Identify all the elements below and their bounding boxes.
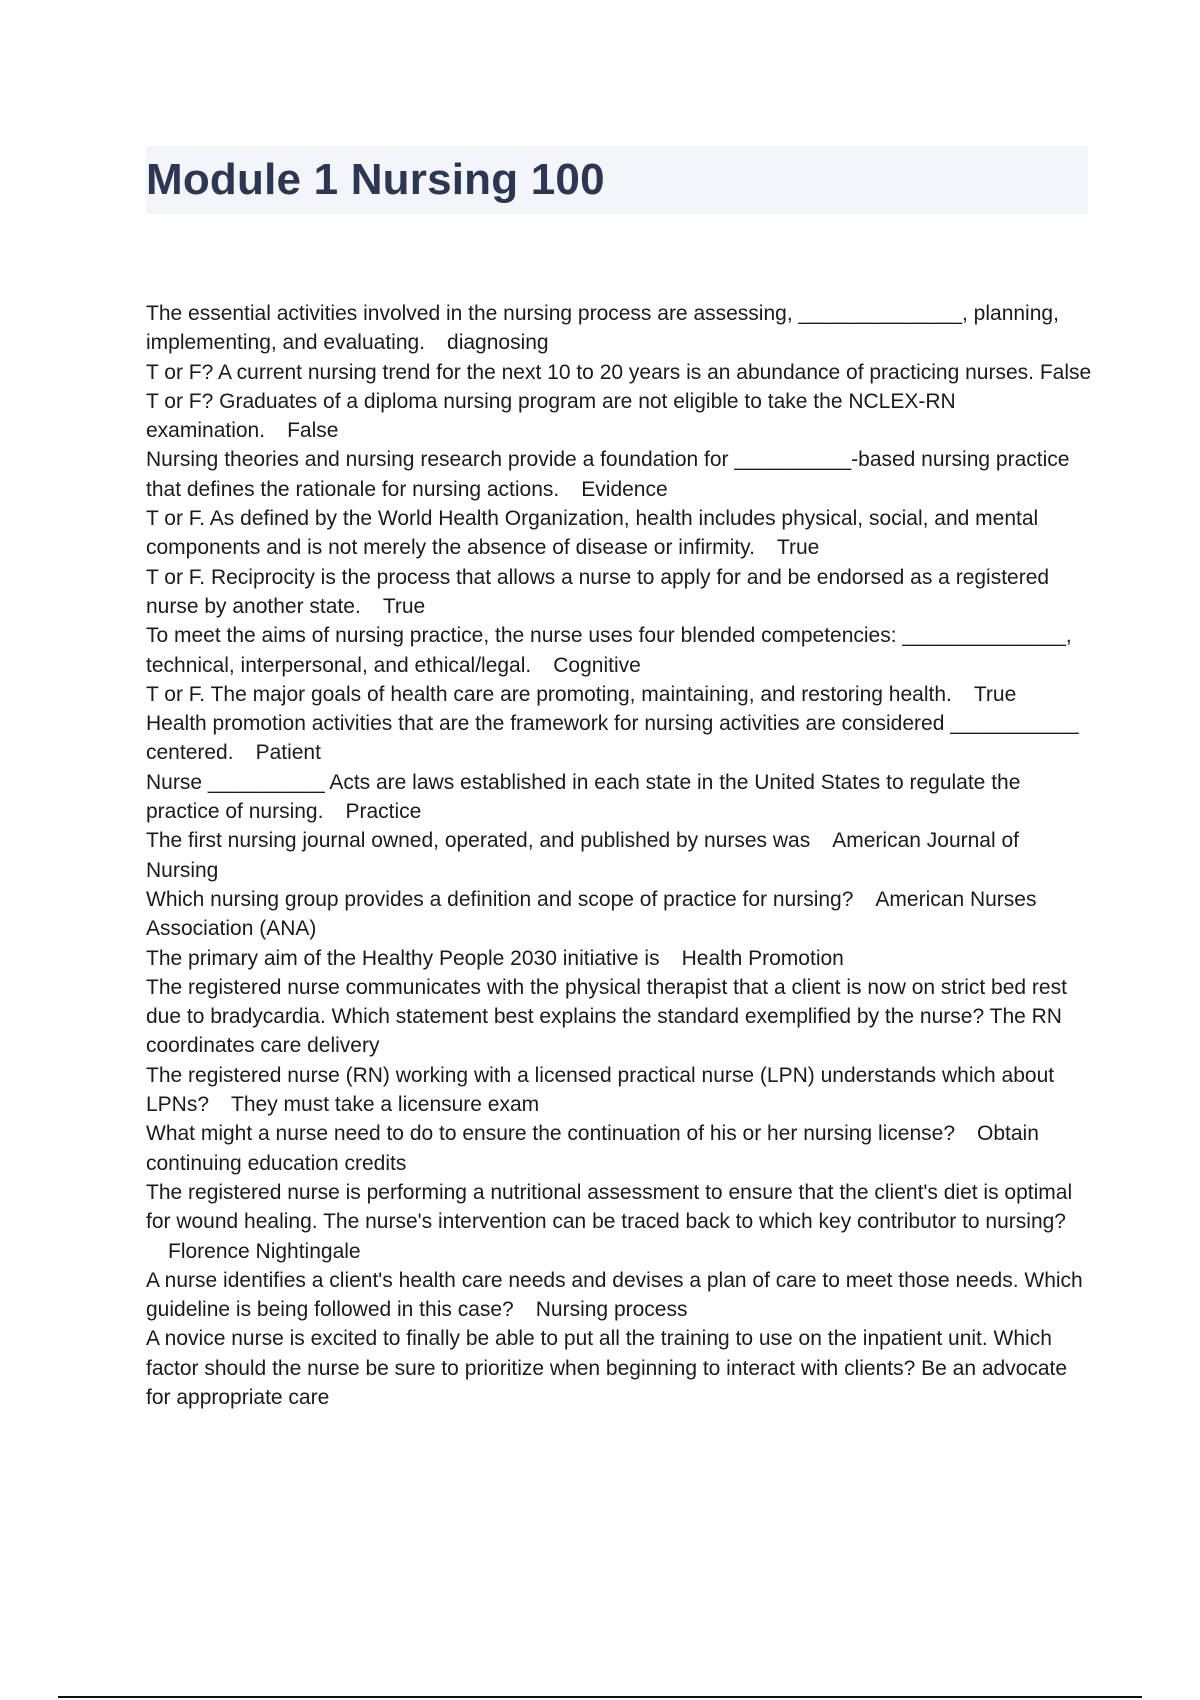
answer-text: Patient — [255, 741, 321, 765]
question-text: A novice nurse is excited to finally be able to put all the training to use on the inpatient unit. Which factor should the nurse be sure to prioritize when beginning to interact with clients? — [146, 1327, 1052, 1380]
answer-text: Cognitive — [553, 653, 641, 677]
question-text: The primary aim of the Healthy People 2030 initiative is — [146, 946, 660, 970]
answer-text: Evidence — [581, 477, 668, 501]
answer-text: Florence Nightingale — [168, 1239, 361, 1263]
answer-text: They must take a licensure exam — [231, 1093, 540, 1117]
answer-text: Be an advocate for appropriate care — [146, 1356, 1068, 1409]
qa-item — [146, 1324, 1096, 1412]
answer-text: Practice — [345, 800, 422, 824]
question-text: The registered nurse communicates with the physical therapist that a client is now on strict bed rest due to bradycardia. Which statement best explains the standard exemplified by the nurse? — [146, 975, 1067, 1029]
qa-item — [146, 1178, 1096, 1266]
answer-text: Nursing process — [535, 1298, 688, 1322]
question-text: What might a nurse need to do to ensure the continuation of his or her nursing license? — [146, 1122, 955, 1146]
qa-item — [146, 504, 1096, 563]
answer-text: False — [1039, 360, 1092, 384]
question-text: T or F? Graduates of a diploma nursing program are not eligible to take the NCLEX-RN examination. — [146, 389, 956, 443]
answer-text: False — [287, 419, 339, 443]
answer-text: diagnosing — [447, 331, 549, 355]
question-text: A nurse identifies a client's health care needs and devises a plan of care to meet those needs. Which guideline is being followed in this case? — [146, 1268, 1083, 1322]
qa-item — [146, 1119, 1096, 1178]
qa-list — [146, 299, 1096, 1412]
answer-text: True — [776, 536, 820, 560]
question-text: The registered nurse (RN) working with a licensed practical nurse (LPN) understands which about LPNs? — [146, 1063, 1055, 1117]
answer-text: American Journal of Nursing — [146, 829, 1019, 882]
qa-item — [146, 1266, 1096, 1325]
qa-item — [146, 387, 1096, 446]
question-text: Nursing theories and nursing research provide a foundation for __________-based nursing practice that defines the rationale for nursing actions. — [146, 448, 1070, 501]
qa-item — [146, 973, 1096, 1061]
qa-item — [146, 944, 1096, 973]
qa-item — [146, 358, 1096, 387]
question-text: T or F. As defined by the World Health Organization, health includes physical, social, and mental components and is not merely the absence of disease or infirmity. — [146, 507, 1039, 560]
qa-item — [146, 885, 1096, 944]
qa-item — [146, 445, 1096, 504]
question-text: T or F? A current nursing trend for the next 10 to 20 years is an abundance of practicing nurses. — [146, 360, 1034, 384]
question-text: Health promotion activities that are the framework for nursing activities are considered ___________ centered. — [146, 712, 1079, 765]
document-title: Module 1 Nursing 100 — [146, 155, 605, 204]
qa-item — [146, 563, 1096, 622]
qa-item — [146, 768, 1096, 827]
qa-item — [146, 621, 1096, 680]
question-text: To meet the aims of nursing practice, the nurse uses four blended competencies: ______________, technical, interpersonal, and ethical/legal. — [146, 624, 1072, 677]
answer-text: American Nurses Association (ANA) — [146, 887, 1037, 941]
qa-item — [146, 709, 1096, 768]
question-text: Nurse __________ Acts are laws established in each state in the United States to regulate the practice of nursing. — [146, 770, 1021, 824]
qa-item — [146, 680, 1096, 709]
title-banner — [146, 146, 1088, 214]
answer-text: True — [382, 594, 426, 618]
qa-item — [146, 1061, 1096, 1120]
question-text: T or F. The major goals of health care are promoting, maintaining, and restoring health. — [146, 682, 952, 706]
answer-text: The RN coordinates care delivery — [146, 1005, 1062, 1058]
question-text: The registered nurse is performing a nutritional assessment to ensure that the client's diet is optimal for wound healing. The nurse's intervention can be traced back to which key contributor to nursing? — [146, 1180, 1073, 1234]
question-text: Which nursing group provides a definition and scope of practice for nursing? — [146, 887, 854, 911]
question-text: The essential activities involved in the nursing process are assessing, ______________, planning, implementing, and evaluating. — [146, 302, 1059, 355]
question-text: The first nursing journal owned, operated, and published by nurses was — [146, 829, 811, 853]
question-text: T or F. Reciprocity is the process that allows a nurse to apply for and be endorsed as a registered nurse by another state. — [146, 565, 1050, 618]
page-divider — [58, 1696, 1142, 1698]
answer-text: Health Promotion — [681, 946, 844, 970]
answer-text: Obtain continuing education credits — [146, 1122, 1039, 1175]
answer-text: True — [973, 682, 1017, 706]
qa-item — [146, 826, 1096, 885]
qa-item — [146, 299, 1096, 358]
